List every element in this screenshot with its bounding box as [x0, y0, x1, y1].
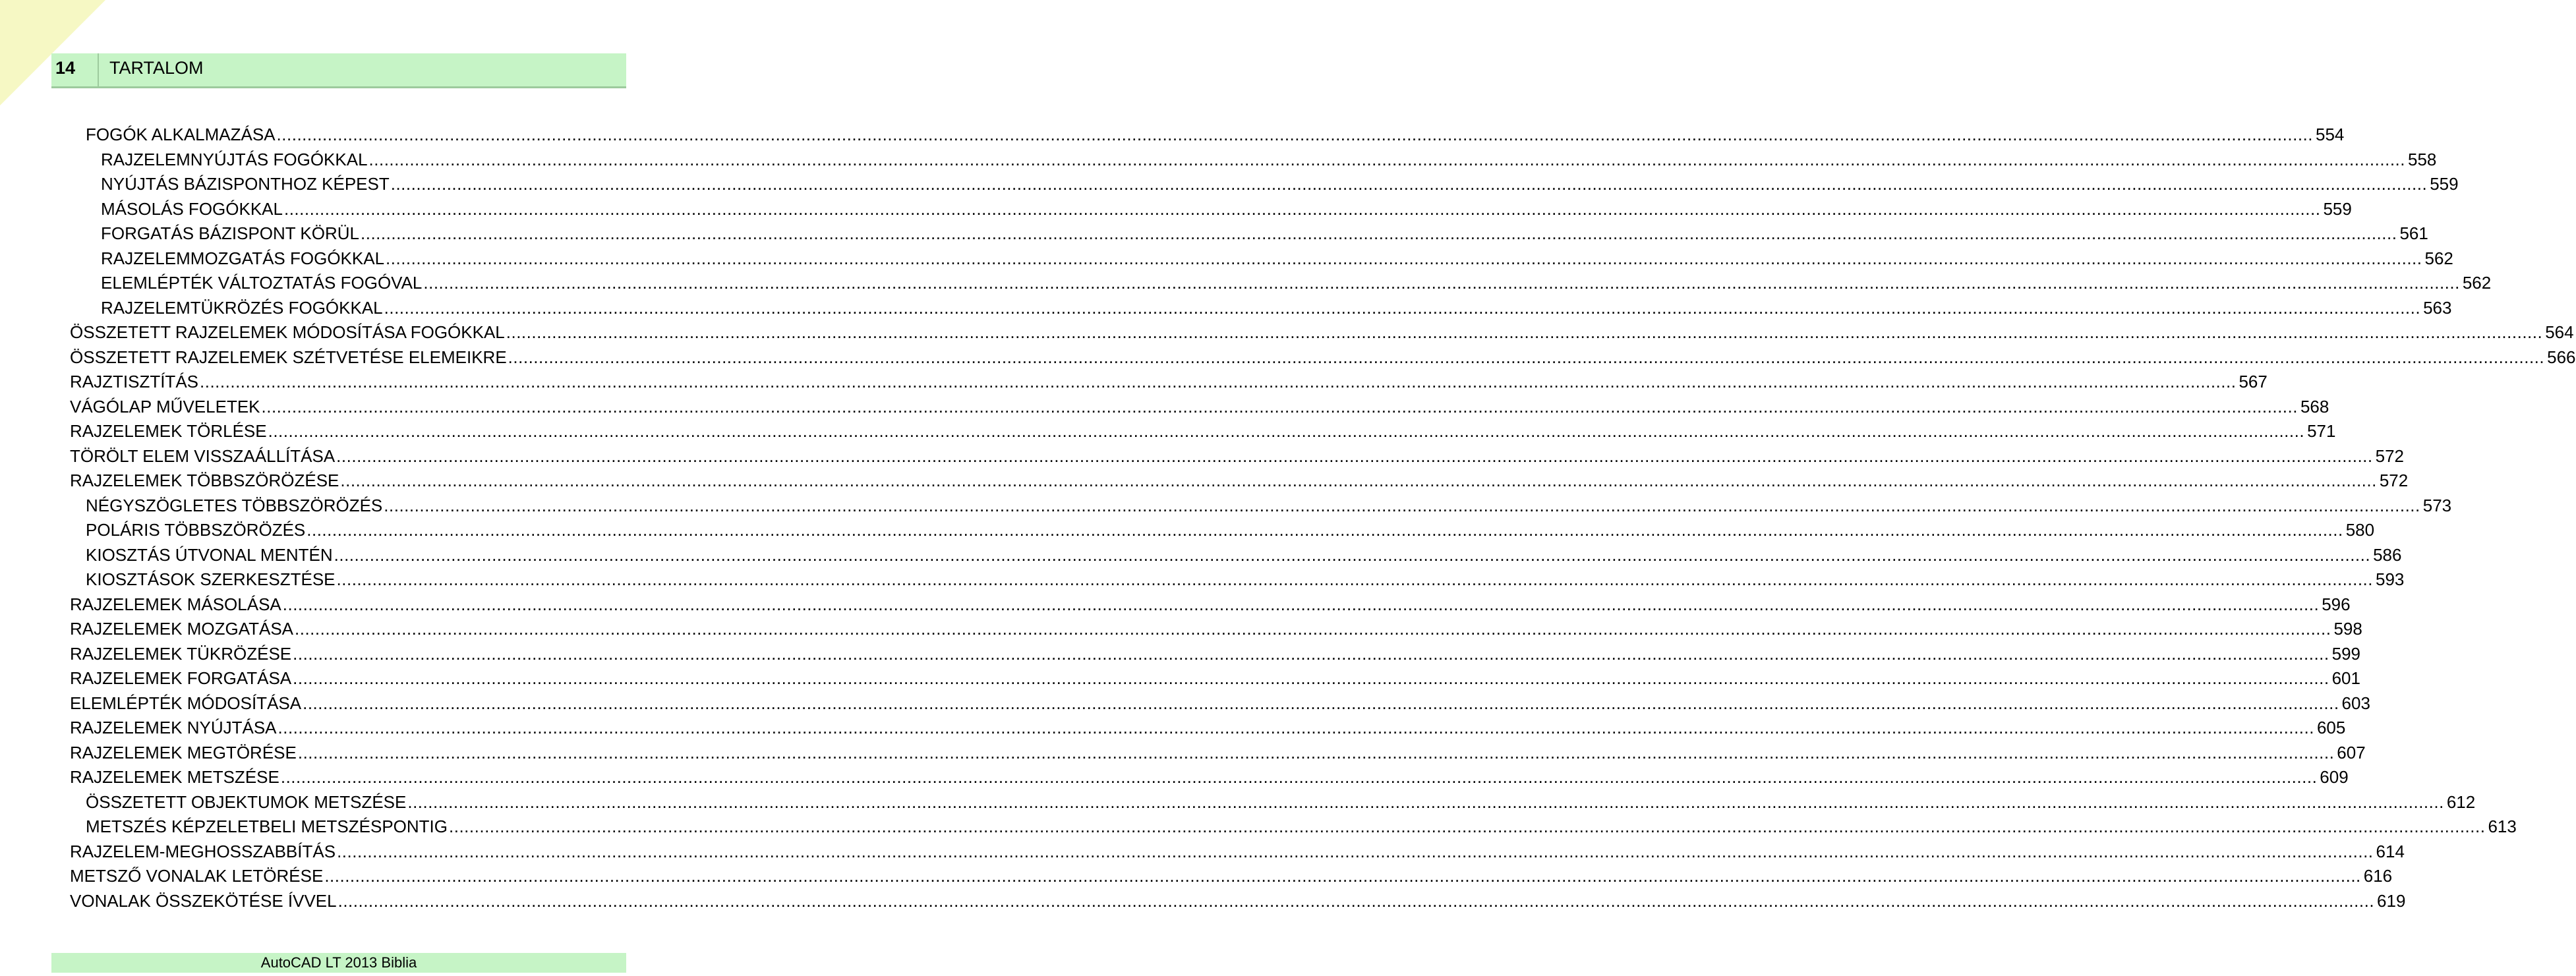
toc-entry-page: 605 [2316, 718, 2346, 737]
toc-entry-title: MÁSOLÁS FOGÓKKAL [101, 198, 283, 219]
toc-entry[interactable] [0, 221, 2428, 246]
toc-entry-title: METSZÉS KÉPZELETBELI METSZÉSPONTIG [86, 817, 448, 836]
toc-entry[interactable] [0, 419, 2336, 444]
dot-leader: ................................................................................................................................................................................................................................................................................................................................................................................................................ [340, 471, 2377, 490]
page-header [51, 53, 626, 88]
toc-entry[interactable] [0, 469, 2409, 494]
toc-entry-page: 619 [2377, 890, 2406, 911]
toc-entry[interactable] [0, 815, 2517, 840]
toc-entry[interactable] [0, 494, 2452, 519]
toc-entry-page: 572 [2379, 471, 2409, 490]
dot-leader: ................................................................................................................................................................................................................................................................................................................................................................................................................ [337, 841, 2374, 861]
dot-leader: ................................................................................................................................................................................................................................................................................................................................................................................................................ [337, 890, 2375, 911]
dot-leader: ................................................................................................................................................................................................................................................................................................................................................................................................................ [336, 445, 2373, 466]
toc-entry-title: ELEMLÉPTÉK VÁLTOZTATÁS FOGÓVAL [101, 273, 423, 293]
toc-entry[interactable] [0, 172, 2459, 197]
dot-leader: ................................................................................................................................................................................................................................................................................................................................................................................................................ [303, 693, 2339, 713]
page-corner-decoration [0, 0, 105, 105]
toc-entry[interactable] [0, 840, 2405, 865]
dot-leader: ................................................................................................................................................................................................................................................................................................................................................................................................................ [282, 594, 2320, 614]
toc-entry[interactable] [0, 592, 2351, 617]
dot-leader: ................................................................................................................................................................................................................................................................................................................................................................................................................ [293, 668, 2329, 688]
toc-entry-page: 561 [2399, 223, 2428, 243]
toc-entry[interactable] [0, 864, 2393, 889]
dot-leader: ................................................................................................................................................................................................................................................................................................................................................................................................................ [336, 569, 2373, 589]
toc-entry-page: 559 [2323, 198, 2352, 219]
toc-entry[interactable] [0, 395, 2329, 420]
toc-entry[interactable] [0, 691, 2370, 716]
toc-entry[interactable] [0, 567, 2405, 592]
toc-entry-page: 599 [2331, 643, 2360, 664]
toc-entry-page: 612 [2446, 791, 2476, 812]
toc-entry[interactable] [0, 666, 2360, 691]
dot-leader: ................................................................................................................................................................................................................................................................................................................................................................................................................ [390, 174, 2428, 194]
toc-entry-page: 596 [2322, 594, 2351, 614]
toc-entry-page: 616 [2363, 866, 2393, 886]
dot-leader: ................................................................................................................................................................................................................................................................................................................................................................................................................ [384, 297, 2421, 318]
toc-entry[interactable] [0, 370, 2268, 395]
toc-entry-title: RAJZELEMEK MEGTÖRÉSE [70, 742, 297, 762]
toc-entry[interactable] [0, 790, 2476, 815]
toc-entry-title: NÉGYSZÖGLETES TÖBBSZÖRÖZÉS [86, 495, 383, 515]
toc-entry-title: ÖSSZETETT OBJEKTUMOK METSZÉSE [86, 791, 407, 812]
toc-entry-title: ÖSSZETETT RAJZELEMEK SZÉTVETÉSE ELEMEIKRE [70, 347, 507, 367]
toc-entry[interactable] [0, 518, 2375, 543]
dot-leader: ................................................................................................................................................................................................................................................................................................................................................................................................................ [361, 223, 2397, 243]
chapter-title: TARTALOM [109, 58, 204, 78]
toc-entry-title: RAJZELEMEK TÖRLÉSE [70, 421, 267, 441]
page-number: 14 [55, 58, 76, 78]
toc-entry-page: 593 [2375, 569, 2405, 589]
toc-entry-title: RAJZELEMTÜKRÖZÉS FOGÓKKAL [101, 297, 383, 318]
dot-leader: ................................................................................................................................................................................................................................................................................................................................................................................................................ [295, 619, 2331, 639]
dot-leader: ................................................................................................................................................................................................................................................................................................................................................................................................................ [293, 643, 2329, 664]
toc-entry-page: 613 [2488, 817, 2517, 836]
dot-leader: ................................................................................................................................................................................................................................................................................................................................................................................................................ [384, 495, 2420, 515]
toc-entry-page: 562 [2424, 248, 2453, 268]
toc-entry-page: 562 [2462, 273, 2492, 293]
toc-entry-page: 567 [2239, 372, 2268, 391]
toc-entry-title: ÖSSZETETT RAJZELEMEK MÓDOSÍTÁSA FOGÓKKAL [70, 322, 505, 342]
toc-entry[interactable] [0, 123, 2345, 148]
toc-entry[interactable] [0, 716, 2346, 741]
dot-leader: ................................................................................................................................................................................................................................................................................................................................................................................................................ [280, 767, 2318, 787]
toc-entry-title: KIOSZTÁS ÚTVONAL MENTÉN [86, 544, 333, 565]
toc-entry[interactable] [0, 296, 2452, 321]
toc-entry-page: 559 [2430, 174, 2459, 194]
dot-leader: ................................................................................................................................................................................................................................................................................................................................................................................................................ [283, 198, 2321, 219]
toc-entry-title: RAJZELEMEK TÜKRÖZÉSE [70, 643, 292, 664]
toc-entry-page: 554 [2316, 125, 2345, 144]
toc-entry-title: ELEMLÉPTÉK MÓDOSÍTÁSA [70, 693, 302, 713]
toc-entry[interactable] [0, 543, 2402, 568]
toc-entry-page: 603 [2341, 693, 2370, 713]
toc-entry-title: RAJZELEMMOZGATÁS FOGÓKKAL [101, 248, 385, 268]
page-footer [51, 953, 626, 973]
toc-entry-title: RAJZELEMEK NYÚJTÁSA [70, 718, 277, 737]
dot-leader: ................................................................................................................................................................................................................................................................................................................................................................................................................ [297, 742, 2335, 762]
dot-leader: ................................................................................................................................................................................................................................................................................................................................................................................................................ [368, 149, 2405, 169]
dot-leader: ................................................................................................................................................................................................................................................................................................................................................................................................................ [276, 125, 2313, 144]
dot-leader: ................................................................................................................................................................................................................................................................................................................................................................................................................ [407, 791, 2444, 812]
dot-leader: ................................................................................................................................................................................................................................................................................................................................................................................................................ [449, 817, 2486, 836]
toc-entry-page: 558 [2407, 149, 2437, 169]
toc-entry-page: 564 [2545, 322, 2574, 342]
toc-entry-title: RAJZTISZTÍTÁS [70, 372, 198, 391]
toc-entry-title: KIOSZTÁSOK SZERKESZTÉSE [86, 569, 336, 589]
toc-entry-title: VONALAK ÖSSZEKÖTÉSE ÍVVEL [70, 890, 337, 911]
toc-entry-title: RAJZELEM-MEGHOSSZABBÍTÁS [70, 841, 336, 861]
toc-entry[interactable] [0, 444, 2405, 469]
dot-leader: ................................................................................................................................................................................................................................................................................................................................................................................................................ [268, 421, 2305, 441]
toc-entry-page: 563 [2423, 297, 2452, 318]
toc-entry-title: RAJZELEMEK FORGATÁSA [70, 668, 292, 688]
toc-entry[interactable] [0, 320, 2574, 345]
dot-leader: ................................................................................................................................................................................................................................................................................................................................................................................................................ [508, 347, 2545, 367]
toc-entry[interactable] [0, 642, 2360, 667]
dot-leader: ................................................................................................................................................................................................................................................................................................................................................................................................................ [386, 248, 2422, 268]
toc-entry-page: 572 [2375, 445, 2405, 466]
toc-entry[interactable] [0, 741, 2366, 766]
dot-leader: ................................................................................................................................................................................................................................................................................................................................................................................................................ [200, 372, 2237, 391]
toc-entry-page: 568 [2300, 396, 2329, 416]
toc-entry[interactable] [0, 889, 2406, 914]
toc-entry-page: 573 [2422, 495, 2452, 515]
dot-leader: ................................................................................................................................................................................................................................................................................................................................................................................................................ [261, 396, 2298, 416]
toc-entry-title: FORGATÁS BÁZISPONT KÖRÜL [101, 223, 359, 243]
toc-entry-title: NYÚJTÁS BÁZISPONTHOZ KÉPEST [101, 174, 390, 194]
toc-entry-page: 586 [2373, 544, 2402, 565]
toc-entry-title: FOGÓK ALKALMAZÁSA [86, 125, 276, 144]
toc-entry-title: RAJZELEMEK MÁSOLÁSA [70, 594, 281, 614]
dot-leader: ................................................................................................................................................................................................................................................................................................................................................................................................................ [307, 520, 2343, 540]
toc-entry[interactable] [0, 148, 2437, 173]
toc-entry-page: 614 [2376, 841, 2405, 861]
toc-entry-page: 598 [2333, 619, 2362, 639]
dot-leader: ................................................................................................................................................................................................................................................................................................................................................................................................................ [324, 866, 2361, 886]
toc-entry-title: RAJZELEMEK MOZGATÁSA [70, 619, 294, 639]
toc-entry-title: VÁGÓLAP MŰVELETEK [70, 396, 260, 416]
dot-leader: ................................................................................................................................................................................................................................................................................................................................................................................................................ [334, 544, 2371, 565]
toc-entry-title: POLÁRIS TÖBBSZÖRÖZÉS [86, 520, 306, 540]
dot-leader: ................................................................................................................................................................................................................................................................................................................................................................................................................ [506, 322, 2543, 342]
toc-entry-title: RAJZELEMEK METSZÉSE [70, 767, 279, 787]
toc-entry[interactable] [0, 246, 2453, 272]
toc-entry[interactable] [0, 765, 2349, 790]
toc-entry-page: 566 [2547, 347, 2576, 367]
toc-entry-title: TÖRÖLT ELEM VISSZAÁLLÍTÁSA [70, 445, 336, 466]
header-divider [98, 53, 99, 86]
toc-entry[interactable] [0, 271, 2492, 296]
dot-leader: ................................................................................................................................................................................................................................................................................................................................................................................................................ [278, 718, 2314, 737]
toc-entry-page: 601 [2331, 668, 2360, 688]
toc-entry-page: 580 [2345, 520, 2375, 540]
dot-leader: ................................................................................................................................................................................................................................................................................................................................................................................................................ [423, 273, 2460, 293]
toc-entry-page: 571 [2307, 421, 2336, 441]
toc-entry-page: 607 [2337, 742, 2366, 762]
toc-entry[interactable] [0, 617, 2362, 642]
table-of-contents [0, 123, 2576, 913]
toc-entry-page: 609 [2320, 767, 2349, 787]
toc-entry[interactable] [0, 197, 2352, 222]
toc-entry-title: METSZŐ VONALAK LETÖRÉSE [70, 866, 324, 886]
toc-entry-title: RAJZELEMEK TÖBBSZÖRÖZÉSE [70, 471, 339, 490]
toc-entry-title: RAJZELEMNYÚJTÁS FOGÓKKAL [101, 149, 368, 169]
toc-entry[interactable] [0, 345, 2576, 370]
footer-text: AutoCAD LT 2013 Biblia [260, 954, 417, 971]
